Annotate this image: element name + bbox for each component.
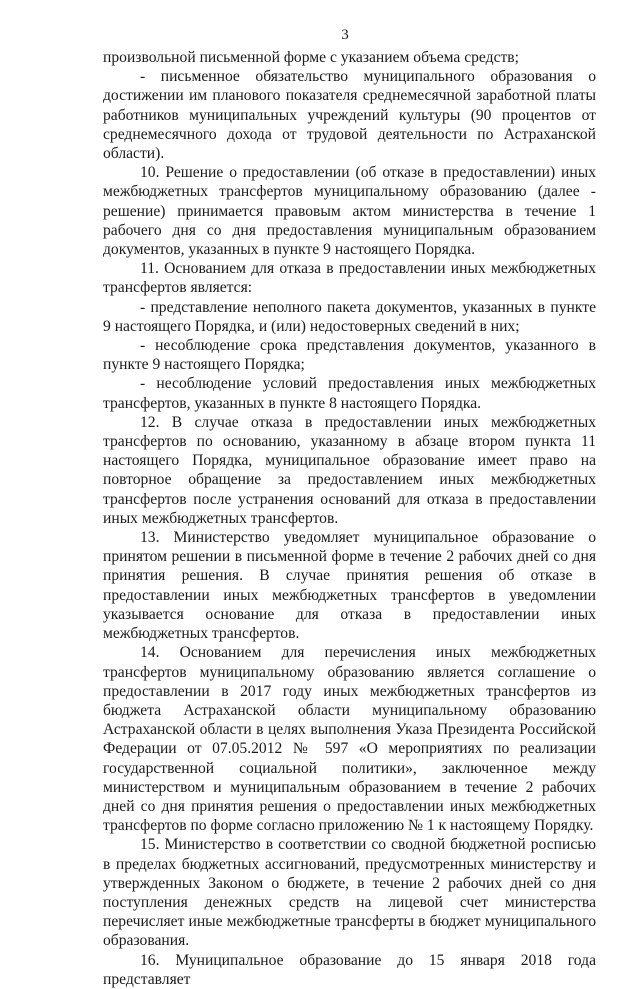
paragraph-11-item-2: - несоблюдение срока представления документов, указанного в пункте 9 настоящего Порядка;	[103, 337, 596, 374]
paragraph-11-item-3: - несоблюдение условий предоставления иных межбюджетных трансфертов, указанных в пункте 8 настоящего Порядка.	[103, 375, 596, 412]
document-body	[103, 48, 596, 989]
paragraph-14: 14. Основанием для перечисления иных межбюджетных трансфертов муниципальному образованию является соглашение о предоставлении в 2017 году иных межбюджетных трансфертов из бюджета Астраханской области муниципальному образованию Астраханской области в целях выполнения Указа Президента Российской Федерации от 07.05.2012 № 597 «О мероприятиях по реализации государственной социальной политики», заключенное между министерством и муниципальным образованием в течение 2 рабочих дней со дня принятия решения о предоставлении иных межбюджетных трансфертов по форме согласно приложению № 1 к настоящему Порядку.	[103, 644, 596, 835]
paragraph-11-item-1: - представление неполного пакета документов, указанных в пункте 9 настоящего Порядка, и (или) недостоверных сведений в них;	[103, 298, 596, 335]
paragraph-continuation: произвольной письменной форме с указанием объема средств;	[103, 49, 520, 66]
paragraph-11: 11. Основанием для отказа в предоставлении иных межбюджетных трансфертов является:	[103, 260, 596, 297]
paragraph-13: 13. Министерство уведомляет муниципальное образование о принятом решении в письменной форме в течение 2 рабочих дней со дня принятия решения. В случае принятия решения об отказе в предоставлении иных межбюджетных трансфертов в уведомлении указывается основание для отказа в предоставлении иных межбюджетных трансфертов.	[103, 529, 596, 643]
paragraph-15: 15. Министерство в соответствии со сводной бюджетной росписью в пределах бюджетных ассигнований, предусмотренных министерству и утвержденных Законом о бюджете, в течение 2 рабочих дней со дня поступления денежных средств на лицевой счет министерства перечисляет иные межбюджетные трансферты в бюджет муниципального образования.	[103, 836, 596, 950]
paragraph-16: 16. Муниципальное образование до 15 января 2018 года представляет	[103, 951, 596, 988]
page-number: 3	[341, 27, 349, 43]
paragraph-12: 12. В случае отказа в предоставлении иных межбюджетных трансфертов по основанию, указанному в абзаце втором пункта 11 настоящего Порядка, муниципальное образование имеет право на повторное обращение за предоставлением иных межбюджетных трансфертов после устранения оснований для отказа в предоставлении иных межбюджетных трансфертов.	[103, 413, 596, 527]
paragraph-obligation: - письменное обязательство муниципального образования о достижении им планового показателя среднемесячной заработной платы работников муниципальных учреждений культуры (90 процентов от среднемесячного дохода от трудовой деятельности по Астраханской области).	[103, 68, 596, 163]
paragraph-10: 10. Решение о предоставлении (об отказе в предоставлении) иных межбюджетных трансфертов муниципальному образованию (далее - решение) принимается правовым актом министерства в течение 1 рабочего дня со дня предоставления муниципальным образованием документов, указанных в пункте 9 настоящего Порядка.	[103, 164, 596, 259]
